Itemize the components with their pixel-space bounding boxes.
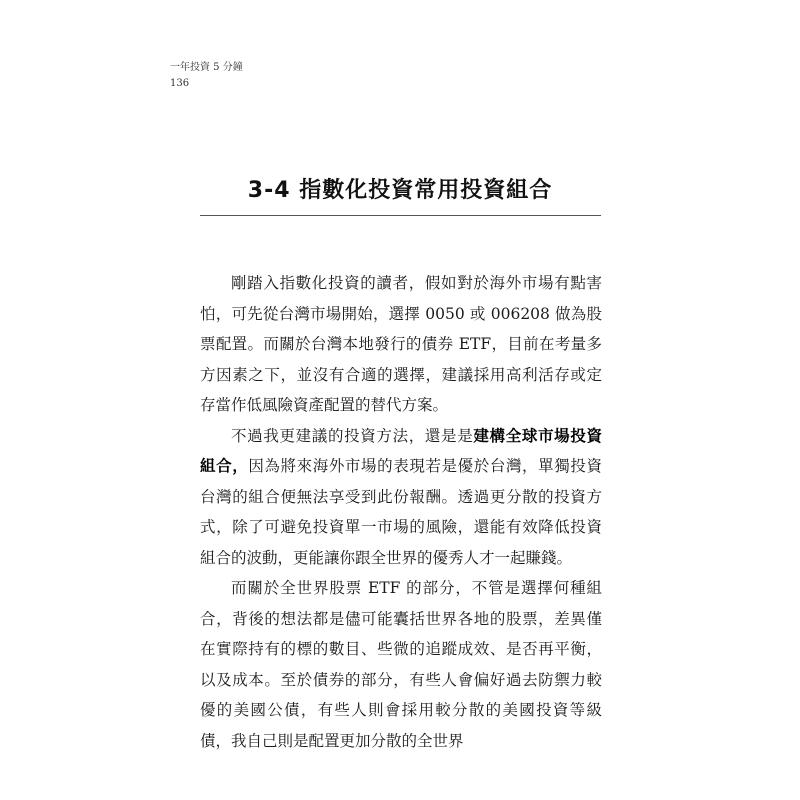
running-head [170, 60, 243, 92]
paragraph-3 [200, 573, 602, 756]
paragraph-2-text-before: 不過我更建議的投資方法，還是是 [231, 426, 474, 445]
paragraph-2 [200, 421, 602, 574]
title-divider [200, 215, 601, 216]
page-number: 136 [170, 78, 190, 89]
paragraph-2-emphasis: 建構全球市場投資組合， [200, 426, 602, 475]
paragraph-3-text: 而關於全世界股票 ETF 的部分，不管是選擇何種組合，背後的想法都是儘可能囊括世界各地的股票，差異僅在實際持有的標的數目、些微的追蹤成效、是否再平衡，以及成本。至於債券的部分，有些人會偏好過去防禦力較優的美國公債，有些人則會採用較分散的美國投資等級債，我自己則是配置更加分散的全世界 [200, 579, 602, 750]
paragraph-1 [200, 268, 602, 421]
paragraph-2-text-after: 因為將來海外市場的表現若是優於台灣，單獨投資台灣的組合便無法享受到此份報酬。透過更分散的投資方式，除了可避免投資單一市場的風險，還能有效降低投資組合的波動，更能讓你跟全世界的優秀人才一起賺錢。 [200, 457, 602, 567]
paragraph-1-text: 剛踏入指數化投資的讀者，假如對於海外市場有點害怕，可先從台灣市場開始，選擇 0050 或 006208 做為股票配置。而關於台灣本地發行的債券 ETF，目前在考量多方因素之下，並沒有合適的選擇，建議採用高利活存或定存當作低風險資產配置的替代方案。 [200, 274, 602, 414]
chapter-title: 3-4 指數化投資常用投資組合 [247, 178, 553, 203]
book-title: 一年投資 5 分鐘 [170, 62, 243, 73]
body-text [200, 268, 602, 756]
